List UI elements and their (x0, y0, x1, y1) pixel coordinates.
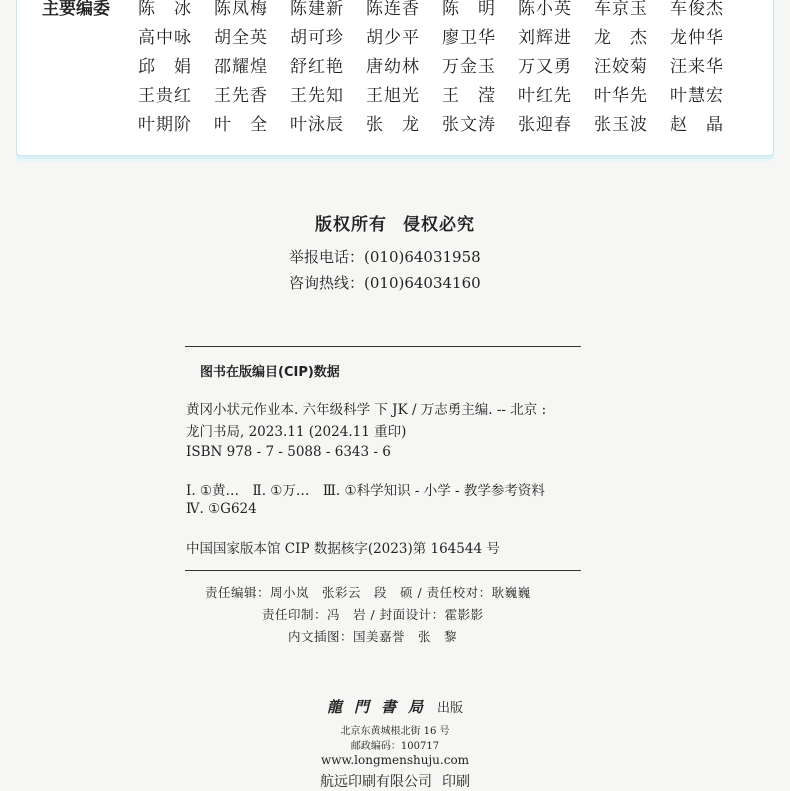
consult-hotline: 咨询热线：(010)64034160 (289, 274, 481, 292)
editor-name: 龙 杰 (594, 28, 648, 48)
editor-name: 刘辉进 (518, 28, 572, 48)
editor-row (138, 108, 746, 137)
publisher-postcode: 邮政编码：100717 (350, 741, 440, 752)
copyright-right: 侵权必究 (403, 215, 475, 235)
cip-line-title: 黄冈小状元作业本. 六年级科学 下 JK / 万志勇主编. -- 北京 : (186, 402, 547, 418)
editor-name: 张迎春 (518, 115, 572, 135)
editor-name: 王先香 (214, 86, 268, 106)
editor-name: 万金玉 (442, 57, 496, 77)
credit-illustration: 内文插图：国美嘉誉 张 黎 (288, 629, 458, 644)
editor-row (138, 79, 746, 108)
cip-record-number: 中国国家版本馆 CIP 数据核字(2023)第 164544 号 (186, 541, 500, 557)
editor-name: 叶 全 (214, 115, 268, 135)
editor-name: 高中咏 (138, 28, 192, 48)
editor-name: 陈连香 (366, 0, 420, 19)
editor-name: 邱 娟 (138, 57, 192, 77)
credit-production: 责任印制：冯 岩 / 封面设计：霍影影 (262, 607, 484, 622)
report-phone: 举报电话：(010)64031958 (289, 248, 481, 266)
editor-row (138, 50, 746, 79)
copyright-notice (0, 210, 790, 235)
editor-name: 王贵红 (138, 86, 192, 106)
editor-name: 陈小英 (518, 0, 572, 19)
editor-name: 叶慧宏 (670, 86, 724, 106)
editor-row (138, 21, 746, 50)
printer-name: 航远印刷有限公司 (320, 774, 432, 790)
editor-name: 胡可珍 (290, 28, 344, 48)
printer-line (0, 771, 790, 791)
publisher-logo-text: 龍門書局 (326, 698, 435, 716)
printer-suffix: 印刷 (442, 774, 470, 790)
cip-classification: Ⅰ. ①黄… Ⅱ. ①万… Ⅲ. ①科学知识 - 小学 - 教学参考资料 (186, 483, 545, 499)
editor-name: 叶期阶 (138, 115, 192, 135)
editor-name: 王旭光 (366, 86, 420, 106)
editor-name: 陈凤梅 (214, 0, 268, 19)
editor-name: 汪来华 (670, 57, 724, 77)
cip-isbn: ISBN 978 - 7 - 5088 - 6343 - 6 (186, 444, 391, 460)
editor-name: 龙仲华 (670, 28, 724, 48)
editor-name: 胡全英 (214, 28, 268, 48)
editor-name: 张玉波 (594, 115, 648, 135)
editor-name: 车俊杰 (670, 0, 724, 19)
editor-name: 陈 冰 (138, 0, 192, 19)
editor-name: 张 龙 (366, 115, 420, 135)
editor-name: 陈建新 (290, 0, 344, 19)
editor-label: 主要编委 (42, 0, 110, 19)
editor-name: 赵 晶 (670, 115, 724, 135)
editor-name: 唐幼林 (366, 57, 420, 77)
editor-name: 叶红先 (518, 86, 572, 106)
publisher-address: 北京东黄城根北街 16 号 (340, 726, 450, 737)
editor-name: 张文涛 (442, 115, 496, 135)
cip-classification-code: Ⅳ. ①G624 (186, 501, 257, 517)
publisher-website: www.longmenshuju.com (320, 753, 470, 767)
publisher-suffix: 出版 (437, 701, 464, 716)
editor-name: 廖卫华 (442, 28, 496, 48)
editor-name: 叶华先 (594, 86, 648, 106)
editor-names (138, 0, 746, 137)
editor-name: 胡少平 (366, 28, 420, 48)
editor-name: 王先知 (290, 86, 344, 106)
copyright-left: 版权所有 (315, 215, 387, 235)
cip-line-publisher: 龙门书局, 2023.11 (2024.11 重印) (186, 424, 407, 440)
cip-top-rule (185, 346, 581, 347)
cip-bottom-rule (185, 570, 581, 571)
cip-title: 图书在版编目(CIP)数据 (200, 365, 340, 380)
editor-name: 陈 明 (442, 0, 496, 19)
editor-name: 舒红艳 (290, 57, 344, 77)
credit-editors: 责任编辑：周小岚 张彩云 段 硕 / 责任校对：耿巍巍 (205, 585, 531, 600)
editor-name: 车京玉 (594, 0, 648, 19)
editor-name: 王 滢 (442, 86, 496, 106)
editor-name: 万又勇 (518, 57, 572, 77)
publisher-line (0, 696, 790, 717)
editor-row (138, 0, 746, 21)
editor-name: 邵耀煌 (214, 57, 268, 77)
editor-name: 汪姣菊 (594, 57, 648, 77)
editor-name: 叶泳辰 (290, 115, 344, 135)
